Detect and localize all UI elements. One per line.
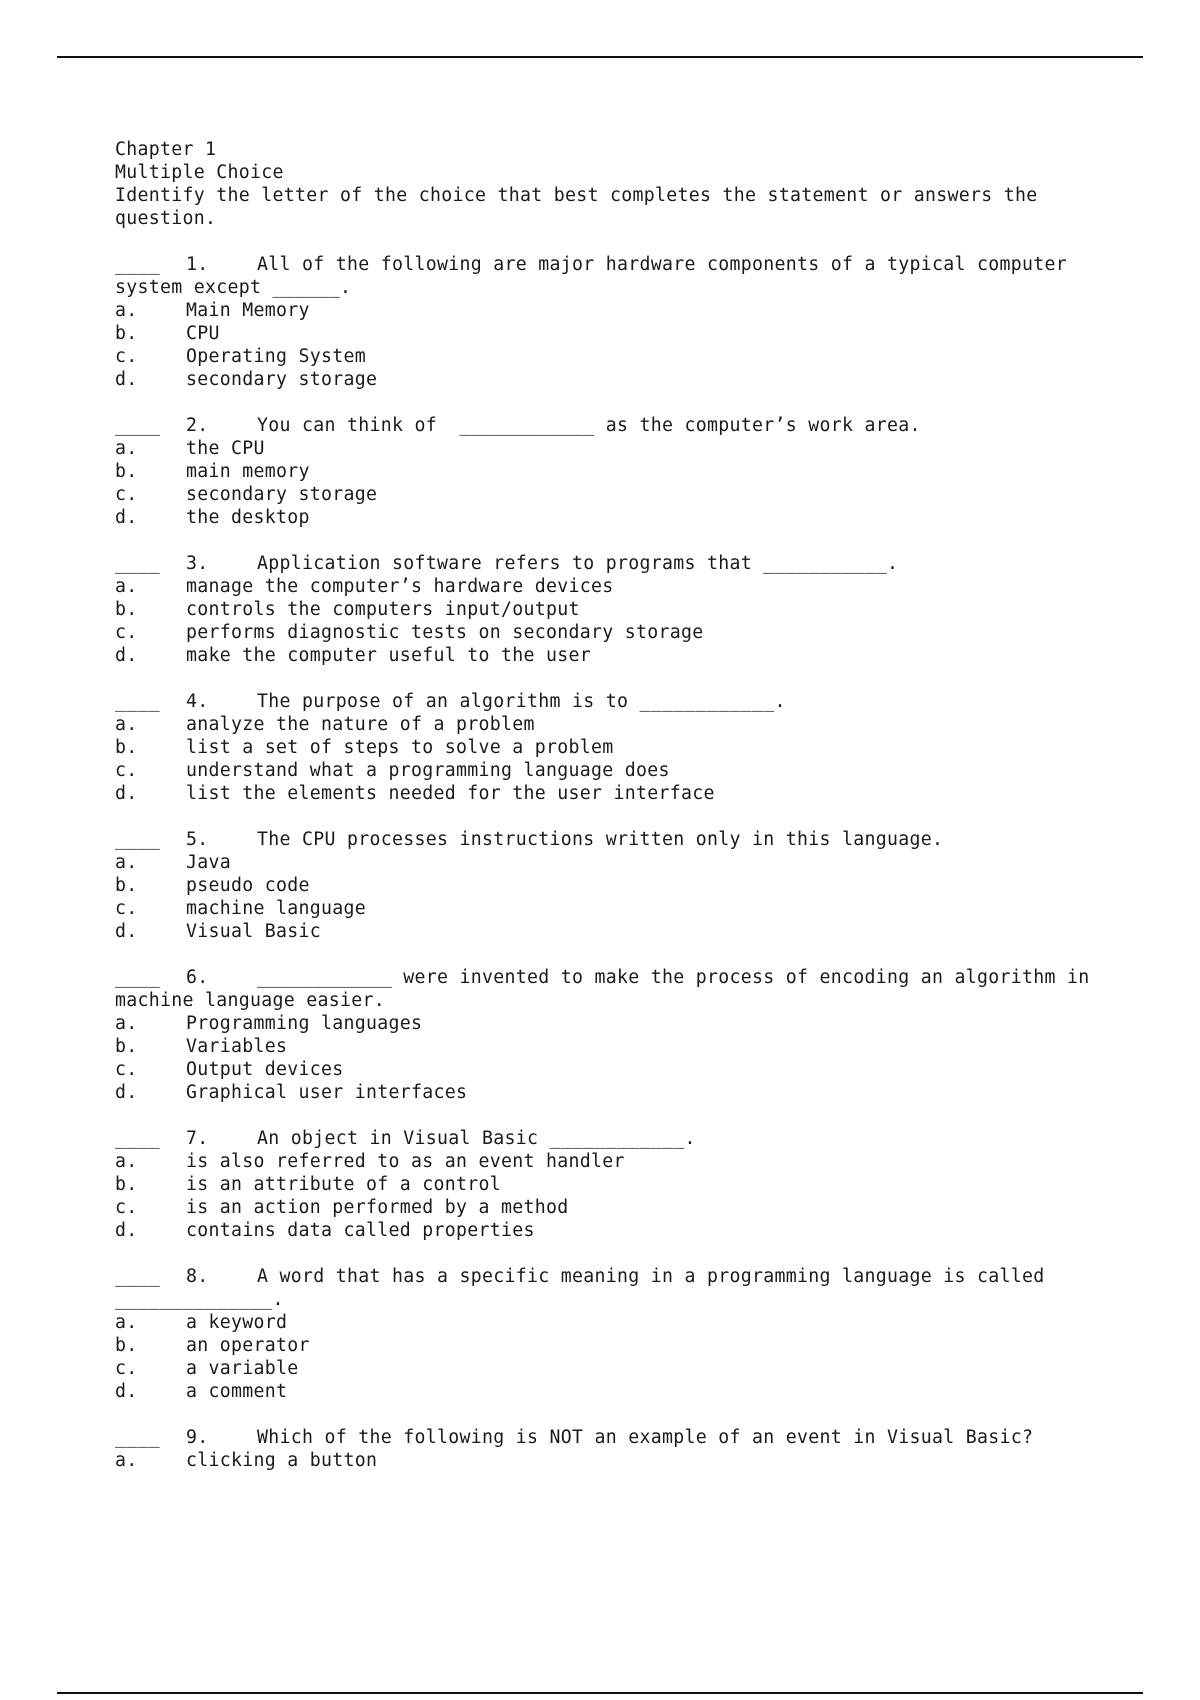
option-letter: b.: [115, 1335, 138, 1356]
option-letter: b.: [115, 737, 138, 758]
answer-blank: ____: [115, 415, 160, 436]
question-text: An object in Visual Basic ____________.: [257, 1128, 696, 1149]
question-text: Application software refers to programs that ___________.: [257, 553, 899, 574]
answer-option: [115, 759, 1115, 782]
option-letter: b.: [115, 1036, 138, 1057]
answer-option: [115, 1081, 1115, 1104]
option-text: the desktop: [186, 507, 310, 528]
answer-option: [115, 575, 1115, 598]
option-text: clicking a button: [186, 1450, 378, 1471]
answer-option: [115, 1012, 1115, 1035]
question-stem: [115, 690, 1115, 713]
option-letter: b.: [115, 1174, 138, 1195]
question-item: [115, 552, 1115, 667]
option-letter: c.: [115, 346, 138, 367]
question-stem: [115, 1426, 1115, 1449]
option-letter: d.: [115, 1082, 138, 1103]
answer-option: [115, 1058, 1115, 1081]
option-text: Variables: [186, 1036, 288, 1057]
answer-option: [115, 1173, 1115, 1196]
option-text: Main Memory: [186, 300, 310, 321]
option-text: Visual Basic: [186, 921, 321, 942]
question-text: The purpose of an algorithm is to ____________.: [257, 691, 786, 712]
option-letter: d.: [115, 1381, 138, 1402]
option-letter: d.: [115, 921, 138, 942]
answer-option: [115, 345, 1115, 368]
option-text: contains data called properties: [186, 1220, 535, 1241]
answer-option: [115, 460, 1115, 483]
option-letter: a.: [115, 300, 138, 321]
chapter-heading: Chapter 1: [115, 139, 217, 160]
answer-option: [115, 299, 1115, 322]
option-letter: a.: [115, 1151, 138, 1172]
answer-option: [115, 322, 1115, 345]
answer-option: [115, 437, 1115, 460]
bottom-rule: [57, 1692, 1143, 1694]
answer-option: [115, 483, 1115, 506]
question-text: The CPU processes instructions written only in this language.: [257, 829, 944, 850]
question-stem: [115, 966, 1115, 1012]
option-text: is also referred to as an event handler: [186, 1151, 625, 1172]
option-text: Graphical user interfaces: [186, 1082, 468, 1103]
quiz-document: [115, 138, 1115, 1472]
question-text: Which of the following is NOT an example of an event in Visual Basic?: [257, 1427, 1034, 1448]
option-text: Java: [186, 852, 231, 873]
question-stem: [115, 1127, 1115, 1150]
question-number: 6.: [186, 967, 209, 988]
answer-blank: ____: [115, 829, 160, 850]
question-list: [115, 253, 1115, 1472]
option-letter: a.: [115, 576, 138, 597]
answer-option: [115, 874, 1115, 897]
option-text: a comment: [186, 1381, 288, 1402]
question-item: [115, 1426, 1115, 1472]
question-number: 2.: [186, 415, 209, 436]
option-letter: d.: [115, 369, 138, 390]
option-text: is an action performed by a method: [186, 1197, 569, 1218]
option-text: is an attribute of a control: [186, 1174, 501, 1195]
question-number: 9.: [186, 1427, 209, 1448]
answer-option: [115, 897, 1115, 920]
section-heading: Multiple Choice: [115, 162, 284, 183]
answer-option: [115, 1449, 1115, 1472]
question-text: A word that has a specific meaning in a programming language is called ______________.: [115, 1266, 1056, 1310]
option-text: list the elements needed for the user interface: [186, 783, 715, 804]
question-stem: [115, 828, 1115, 851]
option-text: Output devices: [186, 1059, 344, 1080]
option-letter: a.: [115, 438, 138, 459]
top-rule: [57, 56, 1143, 58]
answer-option: [115, 1334, 1115, 1357]
option-text: an operator: [186, 1335, 310, 1356]
answer-option: [115, 506, 1115, 529]
question-stem: [115, 1265, 1115, 1311]
option-letter: a.: [115, 1013, 138, 1034]
option-letter: c.: [115, 898, 138, 919]
option-letter: a.: [115, 1450, 138, 1471]
option-text: performs diagnostic tests on secondary storage: [186, 622, 704, 643]
question-number: 1.: [186, 254, 209, 275]
question-stem: [115, 253, 1115, 299]
question-item: [115, 1265, 1115, 1403]
question-text: ____________ were invented to make the process of encoding an algorithm in machine language easier.: [115, 967, 1101, 1011]
question-number: 8.: [186, 1266, 209, 1287]
option-letter: b.: [115, 599, 138, 620]
question-item: [115, 414, 1115, 529]
option-text: machine language: [186, 898, 366, 919]
answer-blank: ____: [115, 553, 160, 574]
answer-option: [115, 713, 1115, 736]
question-number: 7.: [186, 1128, 209, 1149]
question-item: [115, 1127, 1115, 1242]
answer-blank: ____: [115, 691, 160, 712]
question-item: [115, 966, 1115, 1104]
option-letter: d.: [115, 645, 138, 666]
option-letter: c.: [115, 484, 138, 505]
answer-blank: ____: [115, 254, 160, 275]
question-stem: [115, 552, 1115, 575]
answer-option: [115, 782, 1115, 805]
option-text: manage the computer’s hardware devices: [186, 576, 614, 597]
option-letter: a.: [115, 714, 138, 735]
option-text: Operating System: [186, 346, 366, 367]
option-letter: a.: [115, 1312, 138, 1333]
option-letter: a.: [115, 852, 138, 873]
question-number: 4.: [186, 691, 209, 712]
option-text: secondary storage: [186, 484, 378, 505]
option-letter: c.: [115, 1197, 138, 1218]
option-text: pseudo code: [186, 875, 310, 896]
answer-option: [115, 736, 1115, 759]
option-letter: b.: [115, 323, 138, 344]
answer-option: [115, 644, 1115, 667]
question-text: All of the following are major hardware components of a typical computer system except ______.: [115, 254, 1079, 298]
option-text: Programming languages: [186, 1013, 423, 1034]
answer-blank: ____: [115, 967, 160, 988]
option-letter: c.: [115, 1358, 138, 1379]
option-text: analyze the nature of a problem: [186, 714, 535, 735]
answer-option: [115, 1311, 1115, 1334]
answer-option: [115, 1380, 1115, 1403]
question-stem: [115, 414, 1115, 437]
option-text: the CPU: [186, 438, 265, 459]
option-text: list a set of steps to solve a problem: [186, 737, 614, 758]
option-text: a variable: [186, 1358, 299, 1379]
option-letter: c.: [115, 760, 138, 781]
answer-option: [115, 621, 1115, 644]
answer-option: [115, 1150, 1115, 1173]
answer-blank: ____: [115, 1128, 160, 1149]
option-letter: b.: [115, 461, 138, 482]
option-text: secondary storage: [186, 369, 378, 390]
option-letter: d.: [115, 1220, 138, 1241]
option-text: make the computer useful to the user: [186, 645, 591, 666]
option-letter: d.: [115, 783, 138, 804]
option-text: understand what a programming language does: [186, 760, 670, 781]
option-letter: c.: [115, 622, 138, 643]
answer-blank: ____: [115, 1266, 160, 1287]
answer-option: [115, 1196, 1115, 1219]
question-item: [115, 828, 1115, 943]
question-item: [115, 690, 1115, 805]
question-number: 3.: [186, 553, 209, 574]
answer-blank: ____: [115, 1427, 160, 1448]
answer-option: [115, 1219, 1115, 1242]
answer-option: [115, 851, 1115, 874]
question-number: 5.: [186, 829, 209, 850]
answer-option: [115, 920, 1115, 943]
option-text: CPU: [186, 323, 220, 344]
answer-option: [115, 1357, 1115, 1380]
question-text: You can think of ____________ as the computer’s work area.: [257, 415, 921, 436]
option-letter: d.: [115, 507, 138, 528]
question-item: [115, 253, 1115, 391]
instructions: Identify the letter of the choice that best completes the statement or answers the question.: [115, 185, 1049, 229]
option-letter: b.: [115, 875, 138, 896]
option-text: main memory: [186, 461, 310, 482]
answer-option: [115, 368, 1115, 391]
option-letter: c.: [115, 1059, 138, 1080]
option-text: controls the computers input/output: [186, 599, 580, 620]
answer-option: [115, 598, 1115, 621]
option-text: a keyword: [186, 1312, 288, 1333]
answer-option: [115, 1035, 1115, 1058]
